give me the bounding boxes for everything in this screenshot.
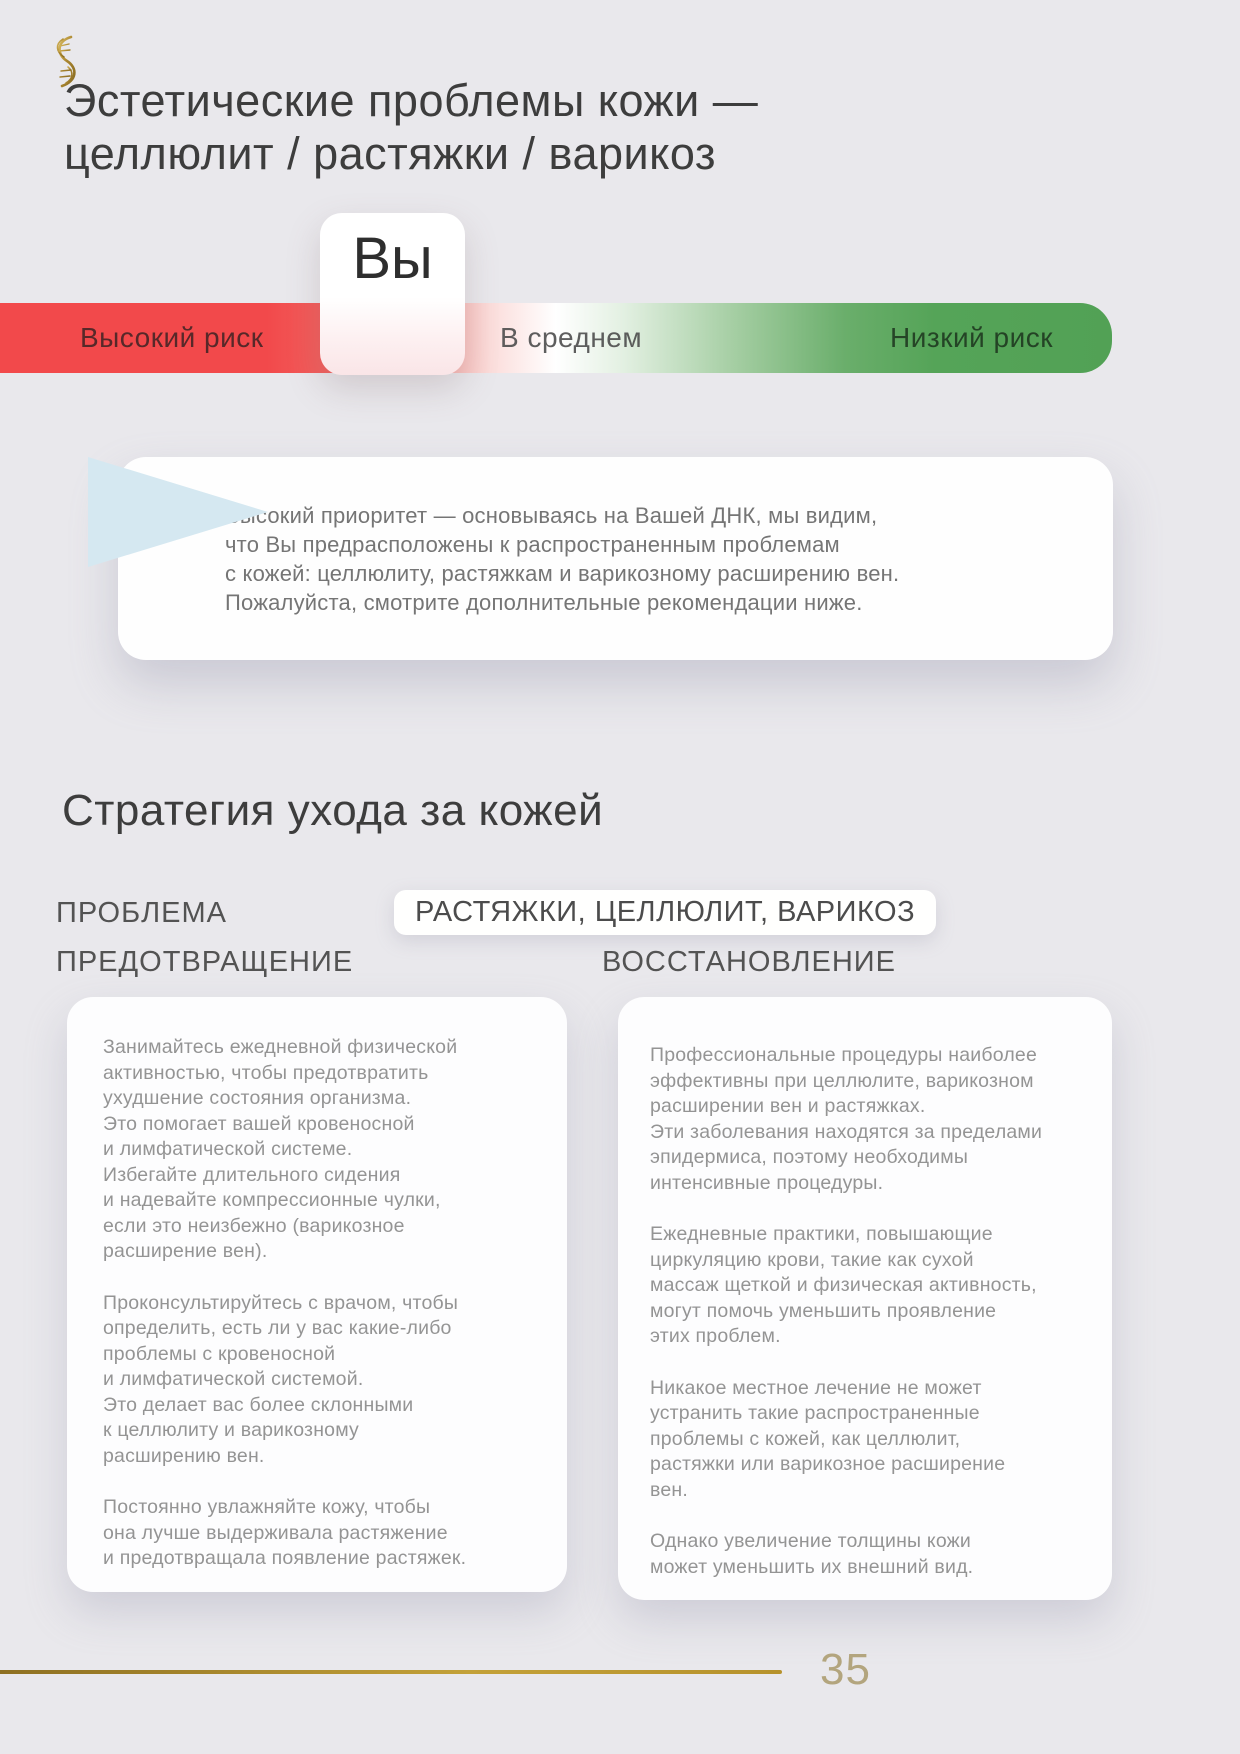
page-number: 35 — [820, 1645, 871, 1694]
your-risk-marker-label: Вы — [352, 226, 433, 291]
risk-label-low: Низкий риск — [890, 322, 1053, 353]
priority-note-text: Высокий приоритет — основываясь на Вашей ДНК, мы видим, что Вы предрасположены к распространенным проблемам с кожей: целлюлиту, растяжкам и варикозному расширению вен. Пожалуйста, смотрите дополнительные рекомендации ниже. — [225, 503, 900, 615]
paragraph: Никакое местное лечение не может устранить такие распространенные проблемы с кожей, как целлюлит, растяжки или варикозное расширение вен. — [650, 1376, 1006, 1501]
recovery-card — [618, 997, 1112, 1600]
page-title — [64, 74, 758, 180]
page-title-line1: Эстетические проблемы кожи — — [64, 75, 759, 126]
recovery-card-text — [618, 997, 1112, 1580]
problem-label: ПРОБЛЕМА — [56, 897, 228, 929]
paragraph: Проконсультируйтесь с врачом, чтобы определить, есть ли у вас какие-либо проблемы с кровеносной и лимфатической системой. Это делает вас более склонными к целлюлиту и варикозному расширению вен. — [103, 1291, 459, 1467]
prevention-column-label: ПРЕДОТВРАЩЕНИЕ — [56, 946, 354, 978]
paragraph: Однако увеличение толщины кожи может уменьшить их внешний вид. — [650, 1530, 974, 1578]
paragraph: Профессиональные процедуры наиболее эффективны при целлюлите, варикозном расширении вен и растяжках. Эти заболевания находятся за пределами эпидермиса, поэтому необходимы интенсивные процедуры. — [650, 1044, 1043, 1194]
risk-gradient-bar — [0, 303, 1112, 373]
recovery-column-label: ВОССТАНОВЛЕНИЕ — [602, 946, 896, 978]
your-risk-marker — [320, 213, 465, 375]
risk-label-average: В среднем — [500, 322, 643, 353]
page-title-line2: целлюлит / растяжки / варикоз — [64, 128, 716, 179]
prevention-card-text — [67, 997, 567, 1572]
paragraph: Занимайтесь ежедневной физической активностью, чтобы предотвратить ухудшение состояния организма. Это помогает вашей кровеносной и лимфатической системе. Избегайте длительного сидения и надевайте компрессионные чулки, если это неизбежно (варикозное расширение вен). — [103, 1036, 458, 1262]
strategy-section-title: Стратегия ухода за кожей — [62, 786, 604, 835]
note-pointer-triangle-icon — [88, 457, 268, 567]
paragraph: Ежедневные практики, повышающие циркуляцию крови, такие как сухой массаж щеткой и физическая активность, могут помочь уменьшить проявление этих проблем. — [650, 1223, 1037, 1347]
footer-gold-rule — [0, 1670, 782, 1674]
prevention-card — [67, 997, 567, 1592]
risk-label-high: Высокий риск — [80, 322, 264, 353]
problem-value-badge: РАСТЯЖКИ, ЦЕЛЛЮЛИТ, ВАРИКОЗ — [394, 890, 936, 935]
paragraph: Постоянно увлажняйте кожу, чтобы она лучше выдерживала растяжение и предотвращала появление растяжек. — [103, 1496, 467, 1569]
